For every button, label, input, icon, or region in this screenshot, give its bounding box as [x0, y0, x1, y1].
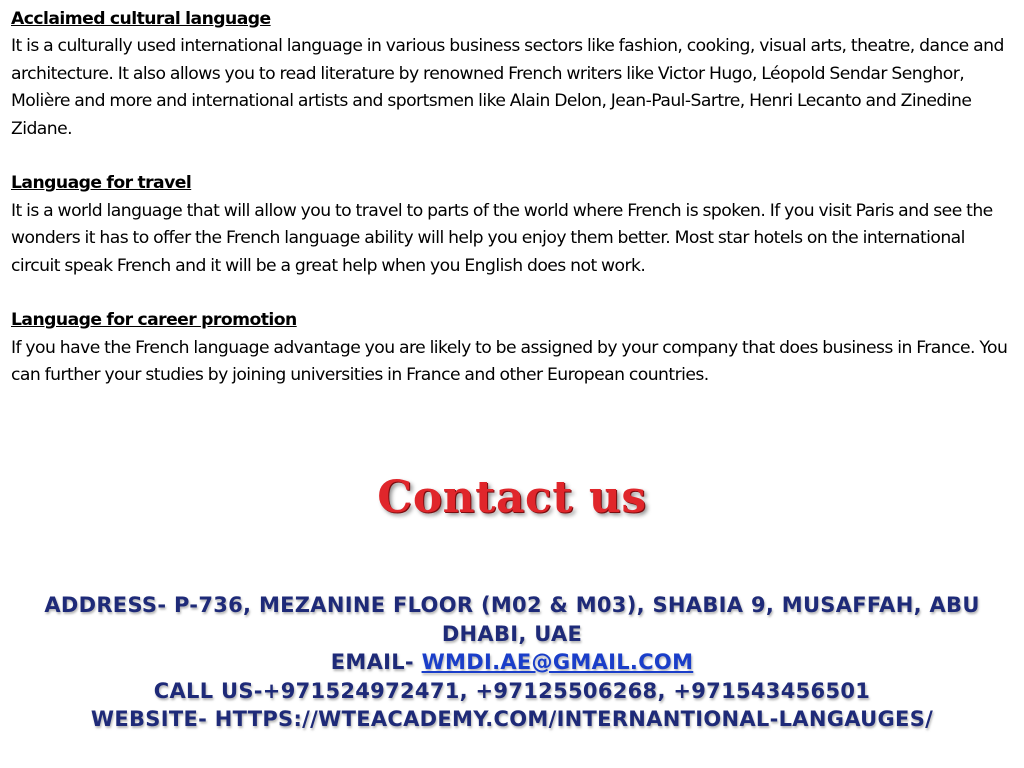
contact-title: Contact us — [377, 472, 647, 523]
address-line: ADDRESS- P-736, MEZANINE FLOOR (M02 & M03), SHABIA 9, MUSAFFAH, ABU DHABI, UAE — [44, 593, 980, 646]
section-career — [11, 307, 1011, 389]
section-heading: Language for travel — [11, 173, 192, 194]
section-heading: Acclaimed cultural language — [11, 9, 271, 29]
email-line — [40, 648, 984, 677]
email-label: EMAIL- — [330, 650, 422, 674]
section-travel — [11, 170, 1011, 280]
section-paragraph: It is a world language that will allow you to travel to parts of the world where French is spoken. If you visit Paris and see the wonders it has to offer the French language ability will help you enjoy them better. Most star hotels on the international circuit speak French and it will be a great help when you English does not work. — [11, 200, 993, 276]
contact-details — [40, 591, 984, 734]
phone-line: CALL US-+971524972471, +97125506268, +971543456501 — [153, 678, 871, 703]
section-paragraph: It is a culturally used international language in various business sectors like fashion, cooking, visual arts, theatre, dance and architecture. It also allows you to read literature by renowned French writers like Victor Hugo, Léopold Sendar Senghor, Molière and more and international artists and sportsmen like Alain Delon, Jean-Paul-Sartre, Henri Lecanto and Zinedine Zidane. — [11, 36, 1004, 139]
section-paragraph: If you have the French language advantage you are likely to be assigned by your company that does business in France. You can further your studies by joining universities in France and other European countries. — [11, 337, 1008, 386]
document-body — [11, 6, 1011, 417]
section-heading: Language for career promotion — [11, 310, 297, 331]
email-link[interactable]: WMDI.AE@GMAIL.COM — [421, 650, 694, 674]
section-cultural — [11, 6, 1011, 143]
website-line: WEBSITE- HTTPS://WTEACADEMY.COM/INTERNANTIONAL-LANGAUGES/ — [90, 707, 934, 731]
